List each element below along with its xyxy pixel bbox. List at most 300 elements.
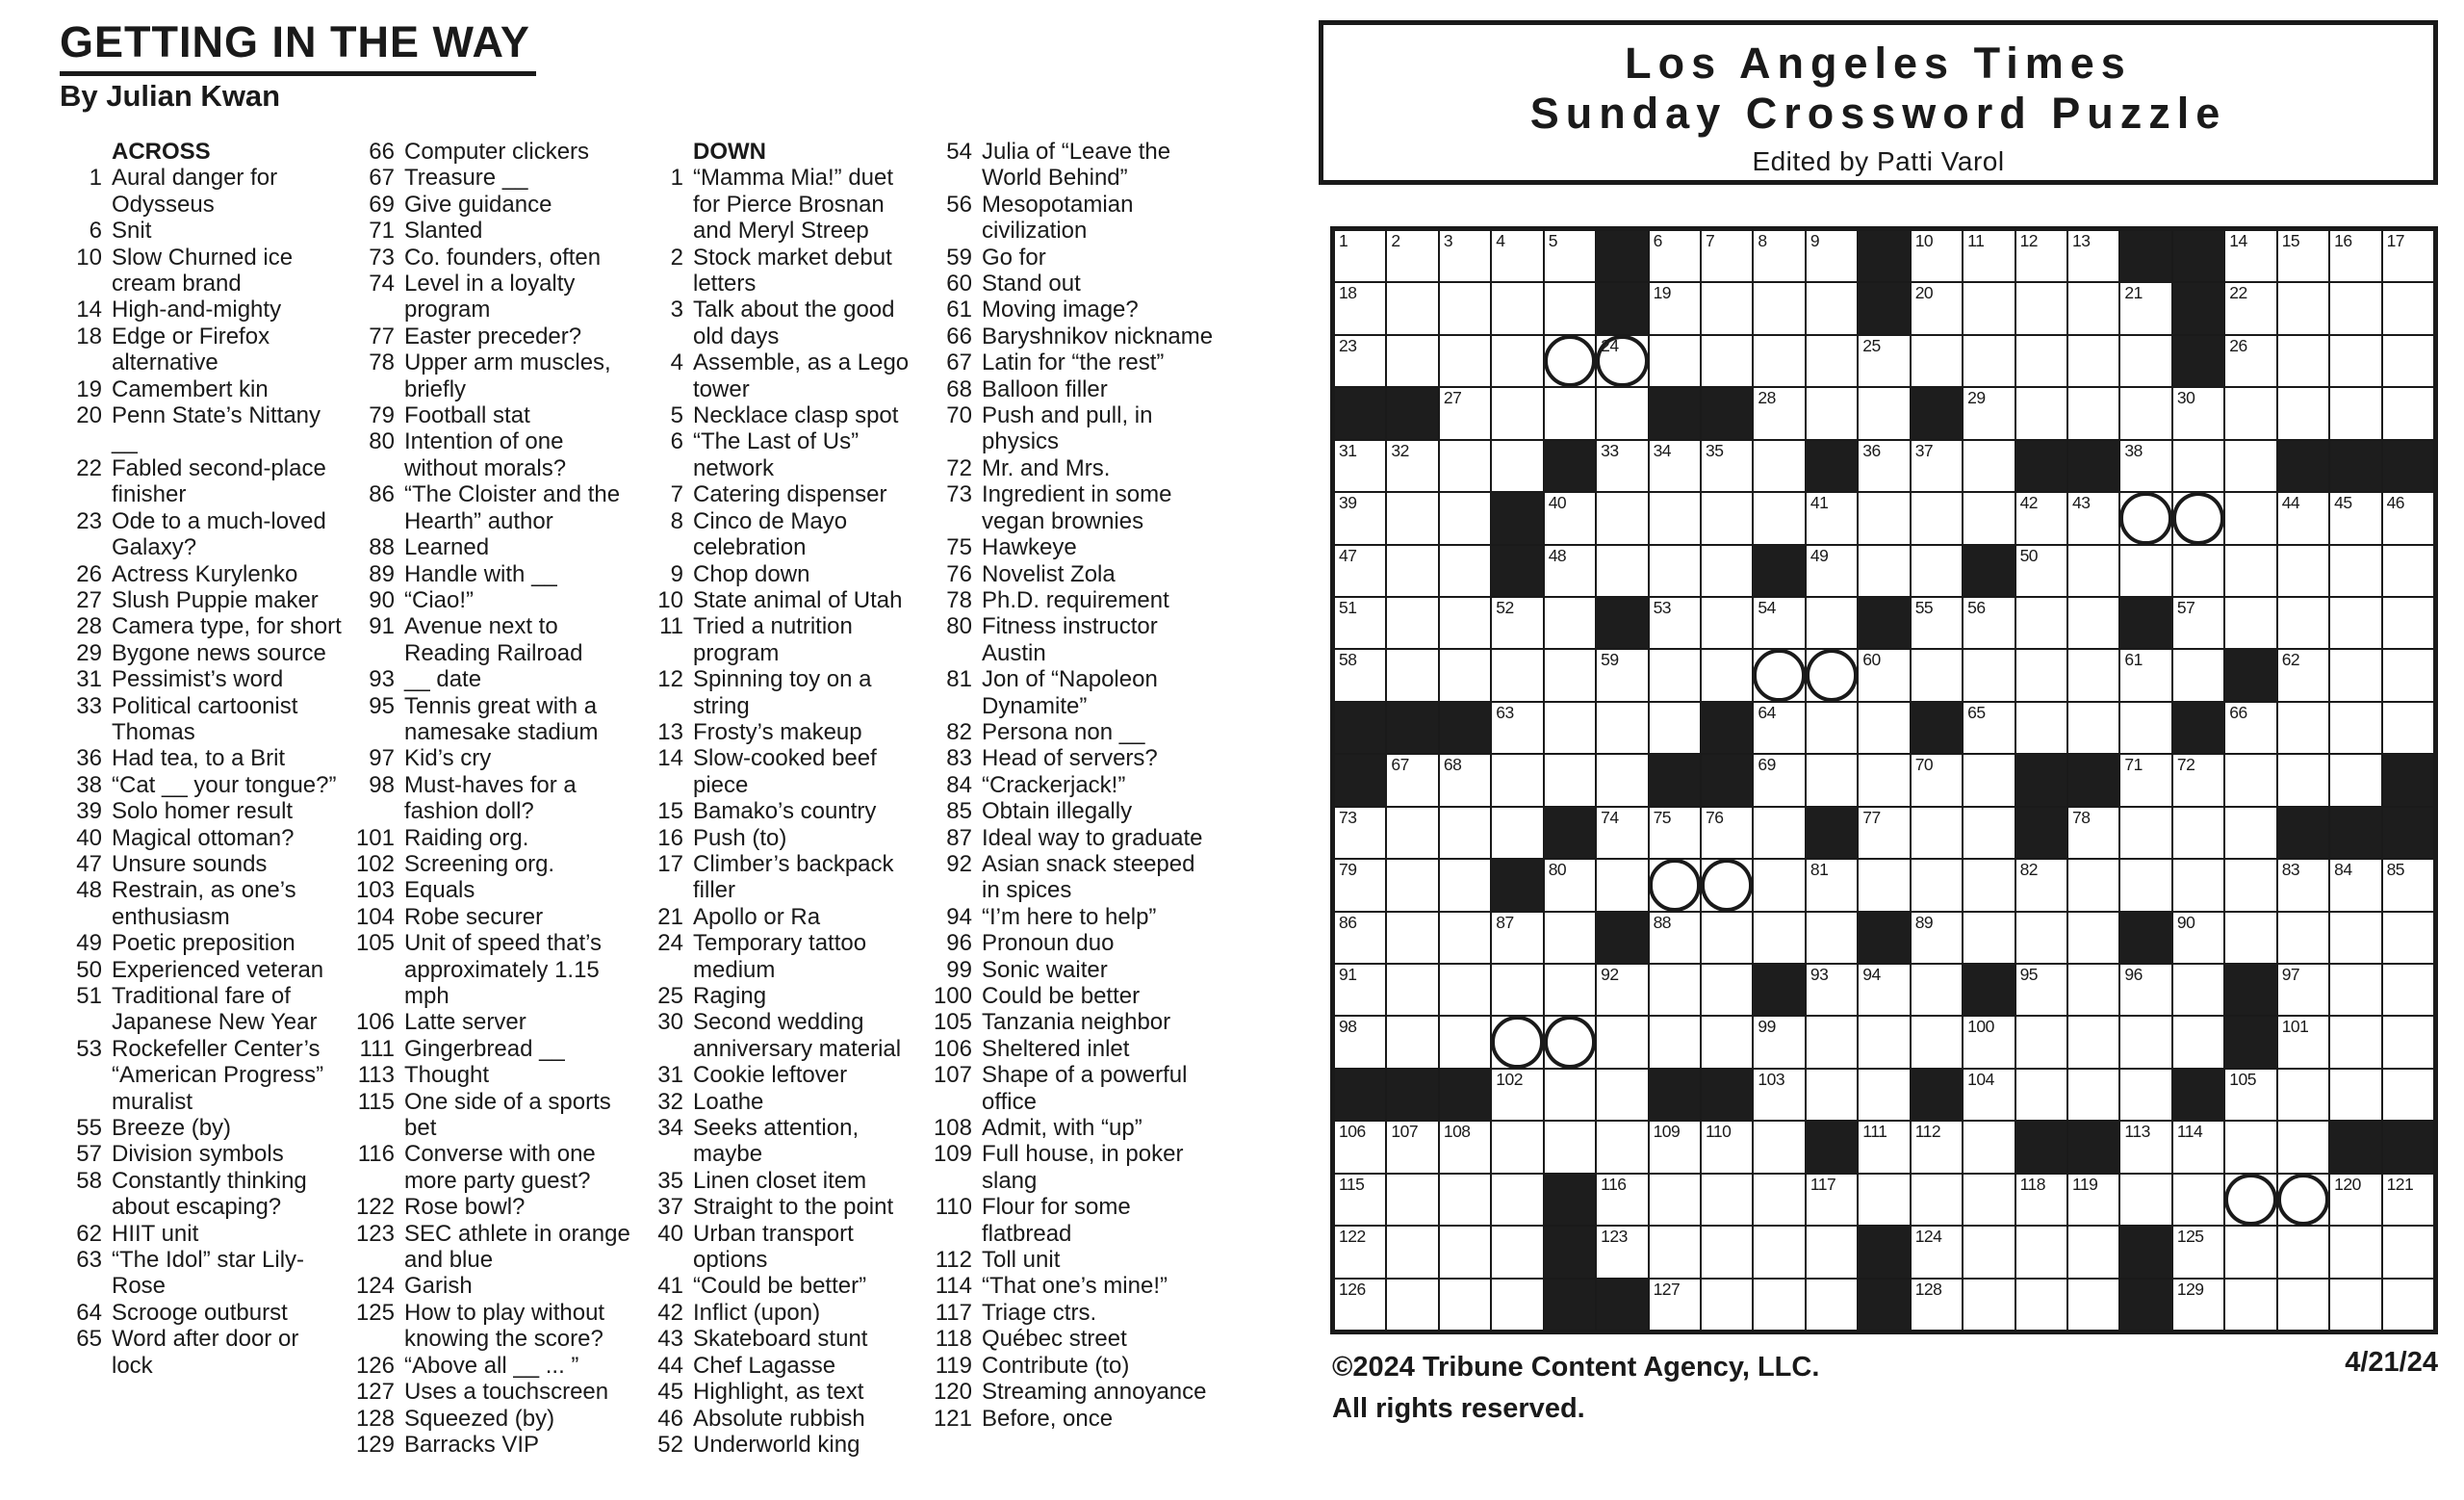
grid-cell[interactable]: [1597, 336, 1647, 386]
grid-cell[interactable]: [1492, 283, 1542, 333]
grid-cell[interactable]: [2278, 283, 2328, 333]
grid-cell[interactable]: [2173, 913, 2223, 963]
grid-cell[interactable]: [1964, 1070, 2014, 1120]
grid-cell[interactable]: [1912, 650, 1962, 700]
grid-cell[interactable]: [2016, 546, 2066, 596]
grid-cell[interactable]: [1597, 965, 1647, 1015]
grid-cell[interactable]: [1754, 650, 1804, 700]
grid-cell[interactable]: [2016, 703, 2066, 753]
grid-cell[interactable]: [1335, 913, 1385, 963]
grid-cell[interactable]: [1859, 965, 1909, 1015]
grid-cell[interactable]: [1545, 965, 1595, 1015]
grid-cell[interactable]: [2225, 598, 2275, 648]
grid-cell[interactable]: [2330, 336, 2380, 386]
grid-cell[interactable]: [2068, 808, 2118, 858]
grid-cell[interactable]: [1912, 283, 1962, 333]
grid-cell[interactable]: [1912, 965, 1962, 1015]
grid-cell[interactable]: [2068, 1175, 2118, 1225]
grid-cell[interactable]: [1597, 546, 1647, 596]
grid-cell[interactable]: [1440, 913, 1490, 963]
grid-cell[interactable]: [1650, 336, 1700, 386]
grid-cell[interactable]: [1492, 650, 1542, 700]
grid-cell[interactable]: [1545, 755, 1595, 805]
grid-cell[interactable]: [2383, 1280, 2433, 1330]
grid-cell[interactable]: [1912, 808, 1962, 858]
grid-cell[interactable]: [1492, 965, 1542, 1015]
grid-cell[interactable]: [1545, 546, 1595, 596]
grid-cell[interactable]: [2383, 231, 2433, 281]
grid-cell[interactable]: [2016, 1227, 2066, 1277]
grid-cell[interactable]: [1807, 336, 1857, 386]
grid-cell[interactable]: [1702, 493, 1752, 543]
grid-cell[interactable]: [2383, 1017, 2433, 1067]
grid-cell[interactable]: [2383, 1175, 2433, 1225]
grid-cell[interactable]: [2278, 388, 2328, 438]
grid-cell[interactable]: [2278, 546, 2328, 596]
grid-cell[interactable]: [2330, 1017, 2380, 1067]
grid-cell[interactable]: [1335, 1227, 1385, 1277]
grid-cell[interactable]: [1807, 703, 1857, 753]
grid-cell[interactable]: [2225, 336, 2275, 386]
grid-cell[interactable]: [1754, 1017, 1804, 1067]
grid-cell[interactable]: [1387, 1017, 1437, 1067]
grid-cell[interactable]: [2016, 1175, 2066, 1225]
grid-cell[interactable]: [1859, 808, 1909, 858]
grid-cell[interactable]: [2278, 231, 2328, 281]
grid-cell[interactable]: [1335, 965, 1385, 1015]
grid-cell[interactable]: [2330, 1070, 2380, 1120]
grid-cell[interactable]: [2330, 493, 2380, 543]
grid-cell[interactable]: [1650, 1280, 1700, 1330]
grid-cell[interactable]: [2383, 598, 2433, 648]
grid-cell[interactable]: [1440, 650, 1490, 700]
grid-cell[interactable]: [1702, 336, 1752, 386]
grid-cell[interactable]: [2383, 913, 2433, 963]
grid-cell[interactable]: [1912, 755, 1962, 805]
grid-cell[interactable]: [1440, 231, 1490, 281]
grid-cell[interactable]: [2278, 860, 2328, 910]
grid-cell[interactable]: [1387, 336, 1437, 386]
grid-cell[interactable]: [1597, 860, 1647, 910]
grid-cell[interactable]: [1545, 1122, 1595, 1172]
grid-cell[interactable]: [2173, 965, 2223, 1015]
grid-cell[interactable]: [2016, 1017, 2066, 1067]
grid-cell[interactable]: [2016, 336, 2066, 386]
grid-cell[interactable]: [2330, 1227, 2380, 1277]
grid-cell[interactable]: [1859, 441, 1909, 491]
grid-cell[interactable]: [1545, 388, 1595, 438]
grid-cell[interactable]: [2068, 283, 2118, 333]
grid-cell[interactable]: [2278, 1017, 2328, 1067]
grid-cell[interactable]: [1335, 1122, 1385, 1172]
grid-cell[interactable]: [1597, 493, 1647, 543]
grid-cell[interactable]: [1859, 493, 1909, 543]
grid-cell[interactable]: [1754, 703, 1804, 753]
grid-cell[interactable]: [1492, 441, 1542, 491]
grid-cell[interactable]: [1545, 493, 1595, 543]
grid-cell[interactable]: [2225, 1175, 2275, 1225]
grid-cell[interactable]: [2330, 860, 2380, 910]
grid-cell[interactable]: [1702, 1122, 1752, 1172]
grid-cell[interactable]: [1387, 1280, 1437, 1330]
grid-cell[interactable]: [1807, 546, 1857, 596]
grid-cell[interactable]: [2016, 860, 2066, 910]
grid-cell[interactable]: [1492, 1227, 1542, 1277]
grid-cell[interactable]: [1807, 283, 1857, 333]
grid-cell[interactable]: [2225, 231, 2275, 281]
grid-cell[interactable]: [1492, 808, 1542, 858]
grid-cell[interactable]: [1387, 441, 1437, 491]
grid-cell[interactable]: [1754, 598, 1804, 648]
grid-cell[interactable]: [2173, 441, 2223, 491]
grid-cell[interactable]: [1702, 598, 1752, 648]
grid-cell[interactable]: [1807, 493, 1857, 543]
grid-cell[interactable]: [2173, 808, 2223, 858]
grid-cell[interactable]: [1964, 755, 2014, 805]
grid-cell[interactable]: [2330, 965, 2380, 1015]
grid-cell[interactable]: [1702, 441, 1752, 491]
grid-cell[interactable]: [2278, 650, 2328, 700]
grid-cell[interactable]: [1335, 860, 1385, 910]
grid-cell[interactable]: [2173, 1227, 2223, 1277]
grid-cell[interactable]: [2068, 913, 2118, 963]
grid-cell[interactable]: [1440, 860, 1490, 910]
grid-cell[interactable]: [1440, 1227, 1490, 1277]
grid-cell[interactable]: [2383, 388, 2433, 438]
grid-cell[interactable]: [1335, 441, 1385, 491]
grid-cell[interactable]: [1440, 546, 1490, 596]
grid-cell[interactable]: [2068, 1227, 2118, 1277]
grid-cell[interactable]: [1964, 231, 2014, 281]
grid-cell[interactable]: [1964, 860, 2014, 910]
grid-cell[interactable]: [1387, 650, 1437, 700]
grid-cell[interactable]: [1335, 546, 1385, 596]
grid-cell[interactable]: [1964, 808, 2014, 858]
grid-cell[interactable]: [2068, 336, 2118, 386]
grid-cell[interactable]: [1702, 650, 1752, 700]
grid-cell[interactable]: [1335, 231, 1385, 281]
grid-cell[interactable]: [1807, 1017, 1857, 1067]
grid-cell[interactable]: [1545, 283, 1595, 333]
grid-cell[interactable]: [1335, 650, 1385, 700]
grid-cell[interactable]: [1492, 1070, 1542, 1120]
grid-cell[interactable]: [2173, 860, 2223, 910]
grid-cell[interactable]: [1545, 598, 1595, 648]
grid-cell[interactable]: [2173, 1122, 2223, 1172]
grid-cell[interactable]: [1387, 546, 1437, 596]
grid-cell[interactable]: [2016, 913, 2066, 963]
grid-cell[interactable]: [2278, 1122, 2328, 1172]
grid-cell[interactable]: [2120, 1175, 2170, 1225]
grid-cell[interactable]: [1387, 283, 1437, 333]
grid-cell[interactable]: [1545, 860, 1595, 910]
grid-cell[interactable]: [2225, 1122, 2275, 1172]
grid-cell[interactable]: [1335, 336, 1385, 386]
grid-cell[interactable]: [1650, 441, 1700, 491]
grid-cell[interactable]: [1754, 231, 1804, 281]
grid-cell[interactable]: [1964, 1227, 2014, 1277]
grid-cell[interactable]: [2330, 913, 2380, 963]
grid-cell[interactable]: [2173, 598, 2223, 648]
grid-cell[interactable]: [1440, 808, 1490, 858]
grid-cell[interactable]: [1807, 755, 1857, 805]
grid-cell[interactable]: [1754, 1227, 1804, 1277]
grid-cell[interactable]: [1964, 1017, 2014, 1067]
grid-cell[interactable]: [2173, 1280, 2223, 1330]
grid-cell[interactable]: [2120, 755, 2170, 805]
grid-cell[interactable]: [1807, 231, 1857, 281]
grid-cell[interactable]: [1754, 860, 1804, 910]
grid-cell[interactable]: [2120, 1070, 2170, 1120]
grid-cell[interactable]: [1492, 598, 1542, 648]
grid-cell[interactable]: [1492, 1280, 1542, 1330]
grid-cell[interactable]: [2225, 1280, 2275, 1330]
grid-cell[interactable]: [2278, 1227, 2328, 1277]
grid-cell[interactable]: [1807, 1175, 1857, 1225]
grid-cell[interactable]: [2225, 1227, 2275, 1277]
grid-cell[interactable]: [2068, 1017, 2118, 1067]
grid-cell[interactable]: [1912, 1227, 1962, 1277]
grid-cell[interactable]: [1387, 231, 1437, 281]
grid-cell[interactable]: [1387, 493, 1437, 543]
grid-cell[interactable]: [1702, 546, 1752, 596]
grid-cell[interactable]: [1545, 1070, 1595, 1120]
grid-cell[interactable]: [1702, 1227, 1752, 1277]
grid-cell[interactable]: [1807, 650, 1857, 700]
grid-cell[interactable]: [1912, 598, 1962, 648]
grid-cell[interactable]: [2173, 493, 2223, 543]
grid-cell[interactable]: [1597, 1175, 1647, 1225]
grid-cell[interactable]: [1754, 1070, 1804, 1120]
grid-cell[interactable]: [1545, 231, 1595, 281]
grid-cell[interactable]: [1545, 913, 1595, 963]
grid-cell[interactable]: [1912, 1175, 1962, 1225]
grid-cell[interactable]: [1597, 1070, 1647, 1120]
grid-cell[interactable]: [2225, 493, 2275, 543]
grid-cell[interactable]: [1545, 703, 1595, 753]
grid-cell[interactable]: [1597, 1227, 1647, 1277]
grid-cell[interactable]: [1964, 1175, 2014, 1225]
grid-cell[interactable]: [1859, 1070, 1909, 1120]
grid-cell[interactable]: [1440, 388, 1490, 438]
grid-cell[interactable]: [2278, 493, 2328, 543]
grid-cell[interactable]: [1807, 1070, 1857, 1120]
grid-cell[interactable]: [2278, 336, 2328, 386]
grid-cell[interactable]: [2173, 755, 2223, 805]
grid-cell[interactable]: [1650, 598, 1700, 648]
grid-cell[interactable]: [1912, 336, 1962, 386]
grid-cell[interactable]: [2016, 1280, 2066, 1330]
grid-cell[interactable]: [1597, 650, 1647, 700]
grid-cell[interactable]: [2120, 1017, 2170, 1067]
grid-cell[interactable]: [1650, 808, 1700, 858]
grid-cell[interactable]: [1440, 1280, 1490, 1330]
grid-cell[interactable]: [2068, 231, 2118, 281]
grid-cell[interactable]: [1492, 913, 1542, 963]
grid-cell[interactable]: [2016, 1070, 2066, 1120]
grid-cell[interactable]: [2120, 441, 2170, 491]
grid-cell[interactable]: [2173, 650, 2223, 700]
grid-cell[interactable]: [1545, 1017, 1595, 1067]
grid-cell[interactable]: [2225, 1070, 2275, 1120]
grid-cell[interactable]: [2068, 1280, 2118, 1330]
grid-cell[interactable]: [2330, 388, 2380, 438]
grid-cell[interactable]: [1597, 808, 1647, 858]
grid-cell[interactable]: [2330, 755, 2380, 805]
grid-cell[interactable]: [1912, 546, 1962, 596]
grid-cell[interactable]: [2278, 965, 2328, 1015]
grid-cell[interactable]: [1387, 598, 1437, 648]
grid-cell[interactable]: [2225, 388, 2275, 438]
grid-cell[interactable]: [2120, 283, 2170, 333]
grid-cell[interactable]: [1754, 755, 1804, 805]
grid-cell[interactable]: [2278, 1280, 2328, 1330]
grid-cell[interactable]: [1597, 1122, 1647, 1172]
grid-cell[interactable]: [1754, 283, 1804, 333]
grid-cell[interactable]: [1545, 336, 1595, 386]
grid-cell[interactable]: [1440, 1017, 1490, 1067]
grid-cell[interactable]: [1859, 1017, 1909, 1067]
grid-cell[interactable]: [1807, 1280, 1857, 1330]
grid-cell[interactable]: [2016, 231, 2066, 281]
grid-cell[interactable]: [1440, 336, 1490, 386]
grid-cell[interactable]: [1964, 336, 2014, 386]
grid-cell[interactable]: [1440, 1175, 1490, 1225]
grid-cell[interactable]: [1859, 860, 1909, 910]
grid-cell[interactable]: [2068, 493, 2118, 543]
grid-cell[interactable]: [1912, 860, 1962, 910]
grid-cell[interactable]: [2383, 703, 2433, 753]
grid-cell[interactable]: [1859, 336, 1909, 386]
grid-cell[interactable]: [2120, 650, 2170, 700]
grid-cell[interactable]: [2120, 336, 2170, 386]
grid-cell[interactable]: [1754, 808, 1804, 858]
grid-cell[interactable]: [1912, 441, 1962, 491]
grid-cell[interactable]: [1807, 598, 1857, 648]
grid-cell[interactable]: [1650, 1175, 1700, 1225]
grid-cell[interactable]: [2120, 493, 2170, 543]
grid-cell[interactable]: [1964, 1280, 2014, 1330]
grid-cell[interactable]: [1912, 1017, 1962, 1067]
grid-cell[interactable]: [2068, 860, 2118, 910]
grid-cell[interactable]: [1754, 1280, 1804, 1330]
grid-cell[interactable]: [1492, 388, 1542, 438]
grid-cell[interactable]: [1912, 913, 1962, 963]
grid-cell[interactable]: [1912, 1122, 1962, 1172]
grid-cell[interactable]: [1492, 703, 1542, 753]
grid-cell[interactable]: [2330, 546, 2380, 596]
grid-cell[interactable]: [2068, 388, 2118, 438]
grid-cell[interactable]: [2016, 598, 2066, 648]
grid-cell[interactable]: [2383, 546, 2433, 596]
grid-cell[interactable]: [1754, 336, 1804, 386]
grid-cell[interactable]: [1387, 965, 1437, 1015]
grid-cell[interactable]: [2278, 1070, 2328, 1120]
grid-cell[interactable]: [2120, 860, 2170, 910]
grid-cell[interactable]: [1440, 965, 1490, 1015]
grid-cell[interactable]: [2330, 650, 2380, 700]
grid-cell[interactable]: [1807, 965, 1857, 1015]
grid-cell[interactable]: [1335, 598, 1385, 648]
grid-cell[interactable]: [1335, 808, 1385, 858]
grid-cell[interactable]: [2016, 650, 2066, 700]
grid-cell[interactable]: [1650, 493, 1700, 543]
grid-cell[interactable]: [2330, 1175, 2380, 1225]
grid-cell[interactable]: [1702, 283, 1752, 333]
grid-cell[interactable]: [1387, 913, 1437, 963]
grid-cell[interactable]: [2120, 1122, 2170, 1172]
grid-cell[interactable]: [2225, 441, 2275, 491]
grid-cell[interactable]: [2225, 283, 2275, 333]
grid-cell[interactable]: [2068, 650, 2118, 700]
grid-cell[interactable]: [2278, 913, 2328, 963]
grid-cell[interactable]: [1754, 913, 1804, 963]
grid-cell[interactable]: [1492, 1122, 1542, 1172]
grid-cell[interactable]: [2383, 336, 2433, 386]
grid-cell[interactable]: [1492, 1175, 1542, 1225]
grid-cell[interactable]: [1964, 388, 2014, 438]
grid-cell[interactable]: [2120, 965, 2170, 1015]
grid-cell[interactable]: [1387, 755, 1437, 805]
grid-cell[interactable]: [1964, 283, 2014, 333]
grid-cell[interactable]: [1492, 1017, 1542, 1067]
grid-cell[interactable]: [2068, 1070, 2118, 1120]
grid-cell[interactable]: [1859, 703, 1909, 753]
grid-cell[interactable]: [2330, 231, 2380, 281]
grid-cell[interactable]: [2383, 1070, 2433, 1120]
grid-cell[interactable]: [1702, 1017, 1752, 1067]
grid-cell[interactable]: [1387, 1122, 1437, 1172]
grid-cell[interactable]: [2225, 860, 2275, 910]
grid-cell[interactable]: [1597, 1017, 1647, 1067]
grid-cell[interactable]: [1440, 441, 1490, 491]
grid-cell[interactable]: [1964, 1122, 2014, 1172]
grid-cell[interactable]: [2330, 598, 2380, 648]
grid-cell[interactable]: [2225, 808, 2275, 858]
grid-cell[interactable]: [1702, 1175, 1752, 1225]
grid-cell[interactable]: [2016, 283, 2066, 333]
grid-cell[interactable]: [1702, 231, 1752, 281]
grid-cell[interactable]: [2330, 703, 2380, 753]
grid-cell[interactable]: [1650, 1017, 1700, 1067]
grid-cell[interactable]: [2120, 388, 2170, 438]
grid-cell[interactable]: [2383, 650, 2433, 700]
grid-cell[interactable]: [1492, 755, 1542, 805]
grid-cell[interactable]: [1912, 231, 1962, 281]
grid-cell[interactable]: [1650, 703, 1700, 753]
grid-cell[interactable]: [2225, 546, 2275, 596]
grid-cell[interactable]: [1597, 441, 1647, 491]
grid-cell[interactable]: [1964, 493, 2014, 543]
grid-cell[interactable]: [2173, 388, 2223, 438]
grid-cell[interactable]: [2225, 703, 2275, 753]
grid-cell[interactable]: [1964, 913, 2014, 963]
grid-cell[interactable]: [1964, 598, 2014, 648]
grid-cell[interactable]: [2016, 388, 2066, 438]
grid-cell[interactable]: [1859, 1122, 1909, 1172]
grid-cell[interactable]: [1859, 650, 1909, 700]
grid-cell[interactable]: [1859, 388, 1909, 438]
grid-cell[interactable]: [2330, 1280, 2380, 1330]
grid-cell[interactable]: [2068, 546, 2118, 596]
grid-cell[interactable]: [1335, 1017, 1385, 1067]
grid-cell[interactable]: [2383, 965, 2433, 1015]
grid-cell[interactable]: [1440, 755, 1490, 805]
grid-cell[interactable]: [1912, 493, 1962, 543]
grid-cell[interactable]: [2068, 703, 2118, 753]
grid-cell[interactable]: [1650, 650, 1700, 700]
grid-cell[interactable]: [2173, 1017, 2223, 1067]
